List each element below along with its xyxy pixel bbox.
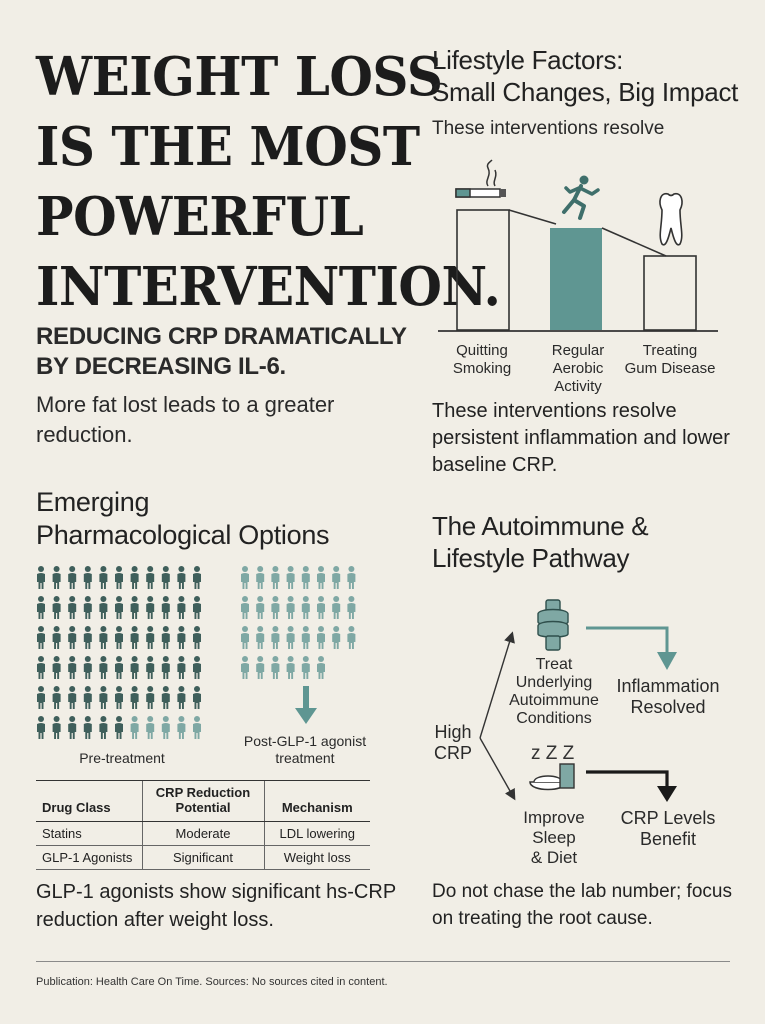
glp-note: GLP-1 agonists show significant hs-CRP reduction after weight loss. bbox=[36, 881, 396, 931]
person-icon bbox=[68, 656, 76, 679]
headline-line-1: WEIGHT LOSS bbox=[36, 45, 443, 108]
pharma-section-title bbox=[36, 486, 329, 552]
person-icon bbox=[287, 656, 295, 679]
arrow-to-improve bbox=[480, 738, 514, 798]
table-header-crp-reduction: CRP Reduction Potential bbox=[142, 781, 264, 822]
person-icon bbox=[193, 656, 201, 679]
bar-label-gum-disease: Treating Gum Disease bbox=[624, 342, 716, 377]
person-icon bbox=[162, 626, 170, 649]
person-icon bbox=[241, 656, 249, 679]
footer-divider bbox=[36, 961, 730, 962]
subhead-line-1: REDUCING CRP DRAMATICALLY bbox=[36, 323, 407, 350]
person-icon bbox=[53, 686, 61, 709]
lifestyle-subtitle: These interventions resolve bbox=[432, 118, 665, 139]
person-icon bbox=[271, 596, 279, 619]
headline bbox=[36, 42, 501, 322]
person-icon bbox=[256, 596, 264, 619]
person-icon bbox=[84, 626, 92, 649]
high-crp-label: High CRP bbox=[433, 722, 472, 763]
table-cell: Statins bbox=[36, 822, 142, 846]
table-cell: Moderate bbox=[142, 822, 264, 846]
subhead-line-2: BY DECREASING IL-6. bbox=[36, 353, 286, 380]
person-icon bbox=[256, 566, 264, 589]
person-icon bbox=[131, 596, 139, 619]
person-icon bbox=[162, 716, 170, 739]
table-row bbox=[36, 846, 370, 870]
person-icon bbox=[177, 596, 185, 619]
person-icon bbox=[53, 626, 61, 649]
person-icon bbox=[146, 686, 154, 709]
person-icon bbox=[347, 566, 355, 589]
person-icon bbox=[146, 566, 154, 589]
improve-sleep-diet-label: Improve Sleep & Diet bbox=[523, 808, 585, 867]
headline-line-4: INTERVENTION. bbox=[36, 255, 501, 318]
person-icon bbox=[84, 686, 92, 709]
person-icon bbox=[177, 566, 185, 589]
person-icon bbox=[162, 686, 170, 709]
person-icon bbox=[68, 626, 76, 649]
person-icon bbox=[317, 596, 325, 619]
person-icon bbox=[317, 626, 325, 649]
person-icon bbox=[347, 626, 355, 649]
person-icon bbox=[317, 656, 325, 679]
closing-statement: Do not chase the lab number; focus on treating the root cause. bbox=[432, 881, 732, 929]
person-icon bbox=[68, 686, 76, 709]
table-cell: Weight loss bbox=[264, 846, 370, 870]
bar-quitting-smoking bbox=[457, 210, 509, 330]
person-icon bbox=[302, 626, 310, 649]
bar-gum-disease bbox=[644, 256, 696, 330]
person-icon bbox=[115, 626, 123, 649]
person-icon bbox=[256, 626, 264, 649]
person-icon bbox=[177, 656, 185, 679]
person-icon bbox=[99, 566, 107, 589]
person-icon bbox=[115, 656, 123, 679]
subhead bbox=[36, 322, 416, 382]
post-treatment-caption: Post-GLP-1 agonist treatment bbox=[243, 733, 367, 766]
down-arrow-icon bbox=[294, 686, 318, 726]
person-icon bbox=[37, 566, 45, 589]
arrow-to-resolved bbox=[586, 628, 667, 654]
person-icon bbox=[146, 656, 154, 679]
person-icon bbox=[37, 686, 45, 709]
person-icon bbox=[287, 566, 295, 589]
table-cell: LDL lowering bbox=[264, 822, 370, 846]
person-icon bbox=[131, 686, 139, 709]
pre-treatment-people-grid bbox=[36, 566, 212, 746]
person-icon bbox=[37, 716, 45, 739]
person-icon bbox=[177, 686, 185, 709]
person-icon bbox=[115, 686, 123, 709]
table-cell: Significant bbox=[142, 846, 264, 870]
sleep-diet-icon bbox=[530, 764, 574, 790]
person-icon bbox=[37, 656, 45, 679]
tooth-icon bbox=[660, 194, 682, 245]
person-icon bbox=[53, 596, 61, 619]
person-icon bbox=[302, 566, 310, 589]
person-icon bbox=[53, 716, 61, 739]
person-icon bbox=[332, 566, 340, 589]
person-icon bbox=[37, 596, 45, 619]
person-icon bbox=[99, 686, 107, 709]
person-icon bbox=[256, 656, 264, 679]
headline-line-2: IS THE MOST bbox=[36, 115, 420, 178]
person-icon bbox=[241, 566, 249, 589]
lifestyle-body: These interventions resolve persistent inflammation and lower baseline CRP. bbox=[432, 400, 730, 476]
table-header-drug-class: Drug Class bbox=[36, 781, 142, 822]
person-icon bbox=[68, 716, 76, 739]
person-icon bbox=[84, 656, 92, 679]
person-icon bbox=[241, 626, 249, 649]
person-icon bbox=[302, 656, 310, 679]
pharma-title-line-1: Emerging bbox=[36, 487, 150, 517]
person-icon bbox=[332, 596, 340, 619]
drug-comparison-table bbox=[36, 780, 370, 870]
person-icon bbox=[271, 626, 279, 649]
person-icon bbox=[37, 626, 45, 649]
person-icon bbox=[84, 596, 92, 619]
joint-icon bbox=[538, 600, 568, 650]
weight-loss-body: More fat lost leads to a greater reduction. bbox=[36, 392, 335, 447]
person-icon bbox=[84, 716, 92, 739]
person-icon bbox=[131, 626, 139, 649]
footer-credits: Publication: Health Care On Time. Sources: No sources cited in content. bbox=[36, 976, 388, 988]
crp-levels-benefit-label: CRP Levels Benefit bbox=[620, 808, 716, 849]
lifestyle-bar-illustration bbox=[436, 156, 722, 336]
person-icon bbox=[302, 596, 310, 619]
bar-label-quitting-smoking: Quitting Smoking bbox=[452, 342, 512, 377]
person-icon bbox=[193, 716, 201, 739]
person-icon bbox=[146, 596, 154, 619]
person-icon bbox=[287, 596, 295, 619]
person-icon bbox=[177, 626, 185, 649]
person-icon bbox=[271, 656, 279, 679]
lifestyle-section-title: Lifestyle Factors: Small Changes, Big Impact bbox=[432, 45, 739, 107]
person-icon bbox=[68, 596, 76, 619]
sleep-z-glyphs: z Z Z bbox=[531, 743, 575, 764]
pharma-title-line-2: Pharmacological Options bbox=[36, 520, 330, 550]
treat-autoimmune-label: Treat Underlying Autoimmune Conditions bbox=[509, 656, 599, 727]
arrow-to-benefit bbox=[586, 772, 667, 788]
person-icon bbox=[193, 626, 201, 649]
person-icon bbox=[162, 566, 170, 589]
person-icon bbox=[115, 566, 123, 589]
person-icon bbox=[177, 716, 185, 739]
person-icon bbox=[146, 716, 154, 739]
person-icon bbox=[193, 686, 201, 709]
person-icon bbox=[131, 566, 139, 589]
headline-line-3: POWERFUL bbox=[36, 185, 364, 248]
person-icon bbox=[68, 566, 76, 589]
person-icon bbox=[99, 626, 107, 649]
cigarette-icon bbox=[456, 160, 506, 197]
person-icon bbox=[193, 596, 201, 619]
bar-aerobic-activity bbox=[550, 228, 602, 330]
bar-label-aerobic-activity: Regular Aerobic Activity bbox=[551, 342, 605, 395]
person-icon bbox=[162, 596, 170, 619]
person-icon bbox=[287, 626, 295, 649]
person-icon bbox=[99, 656, 107, 679]
person-icon bbox=[53, 566, 61, 589]
person-icon bbox=[271, 566, 279, 589]
table-row bbox=[36, 822, 370, 846]
person-icon bbox=[347, 596, 355, 619]
person-icon bbox=[146, 626, 154, 649]
table-header-row bbox=[36, 781, 370, 822]
post-treatment-people-grid bbox=[240, 566, 364, 686]
person-icon bbox=[162, 656, 170, 679]
person-icon bbox=[131, 716, 139, 739]
person-icon bbox=[115, 596, 123, 619]
person-icon bbox=[131, 656, 139, 679]
pre-treatment-caption: Pre-treatment bbox=[79, 750, 165, 766]
person-icon bbox=[53, 656, 61, 679]
person-icon bbox=[241, 596, 249, 619]
person-icon bbox=[317, 566, 325, 589]
person-icon bbox=[332, 626, 340, 649]
runner-icon bbox=[564, 176, 598, 219]
person-icon bbox=[99, 716, 107, 739]
table-header-mechanism: Mechanism bbox=[264, 781, 370, 822]
person-icon bbox=[115, 716, 123, 739]
inflammation-resolved-label: Inflammation Resolved bbox=[616, 676, 720, 717]
person-icon bbox=[99, 596, 107, 619]
table-cell: GLP-1 Agonists bbox=[36, 846, 142, 870]
person-icon bbox=[84, 566, 92, 589]
pathway-section-title: The Autoimmune & Lifestyle Pathway bbox=[432, 511, 649, 573]
person-icon bbox=[193, 566, 201, 589]
